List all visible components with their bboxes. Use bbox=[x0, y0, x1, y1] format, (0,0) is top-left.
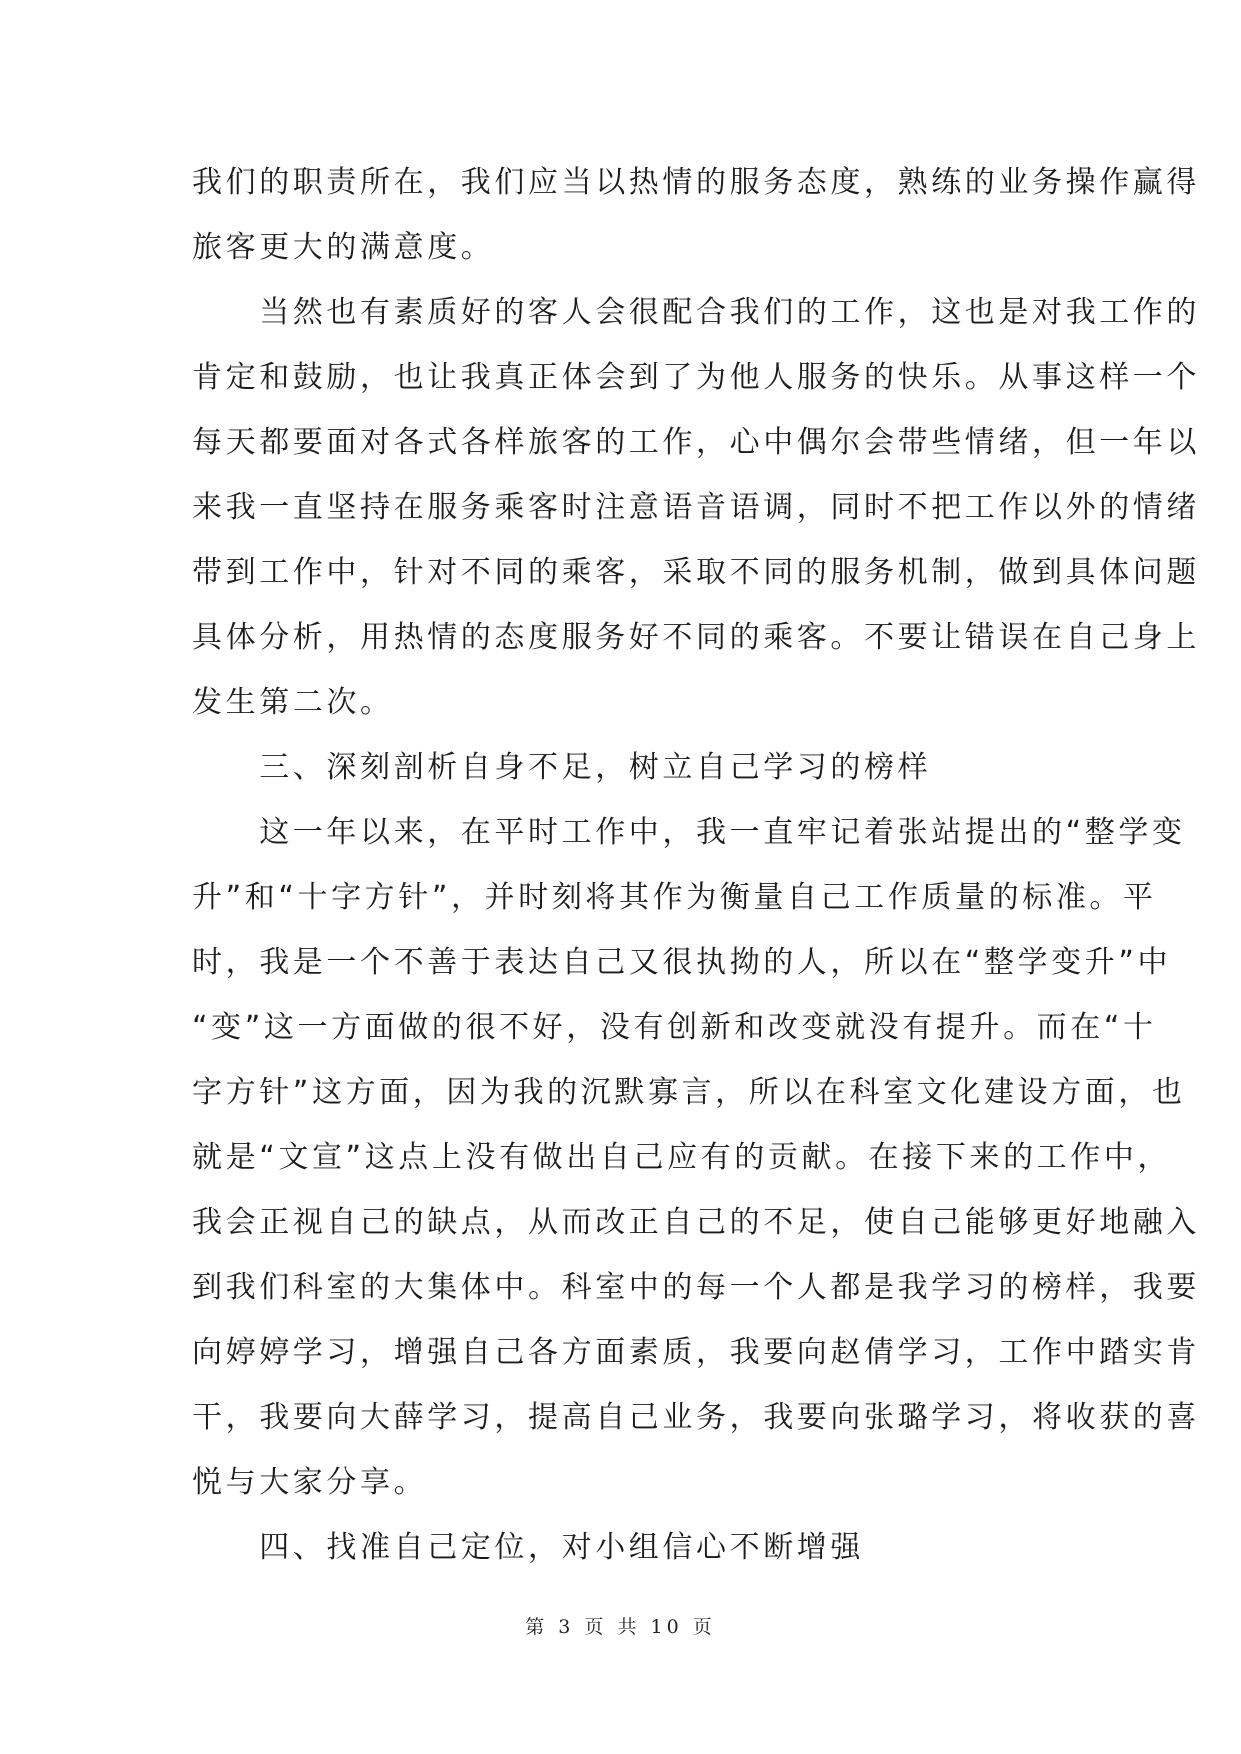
text-line: 发生第二次。 bbox=[192, 685, 394, 720]
text-line: 干，我要向大薛学习，提高自己业务，我要向张璐学习，将收获的喜 bbox=[192, 1400, 1200, 1435]
text-line: 我会正视自己的缺点，从而改正自己的不足，使自己能够更好地融入 bbox=[192, 1205, 1200, 1240]
document-body bbox=[192, 150, 1200, 1580]
text-line: 来我一直坚持在服务乘客时注意语音语调，同时不把工作以外的情绪 bbox=[192, 490, 1200, 525]
text-line: 这一年以来，在平时工作中，我一直牢记着张站提出的“整学变 bbox=[192, 815, 1186, 850]
page-number-footer: 第 3 页 共 10 页 bbox=[525, 1616, 716, 1638]
text-line: 具体分析，用热情的态度服务好不同的乘客。不要让错误在自己身上 bbox=[192, 620, 1200, 655]
section-heading-four bbox=[192, 1515, 1058, 1580]
text-line: 就是“文宣”这点上没有做出自己应有的贡献。在接下来的工作中， bbox=[192, 1140, 1172, 1175]
text-line: 悦与大家分享。 bbox=[192, 1465, 428, 1500]
text-line: “变”这一方面做的很不好，没有创新和改变就没有提升。而在“十 bbox=[192, 1010, 1157, 1045]
paragraph-duty-continued bbox=[192, 150, 1200, 280]
text-line: 字方针”这方面，因为我的沉默寡言，所以在科室文化建设方面，也 bbox=[192, 1075, 1186, 1110]
text-line: 当然也有素质好的客人会很配合我们的工作，这也是对我工作的 bbox=[192, 295, 1200, 330]
text-line: 肯定和鼓励，也让我真正体会到了为他人服务的快乐。从事这样一个 bbox=[192, 360, 1200, 395]
text-line: 升”和“十字方针”，并时刻将其作为衡量自己工作质量的标准。平 bbox=[192, 880, 1157, 915]
section-heading-three bbox=[192, 735, 1058, 800]
text-line: 到我们科室的大集体中。科室中的每一个人都是我学习的榜样，我要 bbox=[192, 1270, 1200, 1305]
text-line: 时，我是一个不善于表达自己又很执拗的人，所以在“整学变升”中 bbox=[192, 945, 1172, 980]
text-line: 向婷婷学习，增强自己各方面素质，我要向赵倩学习，工作中踏实肯 bbox=[192, 1335, 1200, 1370]
paragraph-cooperative-guests bbox=[192, 280, 1200, 735]
text-line: 旅客更大的满意度。 bbox=[192, 230, 495, 265]
heading-line: 四、找准自己定位，对小组信心不断增强 bbox=[192, 1530, 864, 1565]
paragraph-self-analysis bbox=[192, 800, 1200, 1515]
text-line: 带到工作中，针对不同的乘客，采取不同的服务机制，做到具体问题 bbox=[192, 555, 1200, 590]
heading-line: 三、深刻剖析自身不足，树立自己学习的榜样 bbox=[192, 750, 932, 785]
text-line: 每天都要面对各式各样旅客的工作，心中偶尔会带些情绪，但一年以 bbox=[192, 425, 1200, 460]
text-line: 我们的职责所在，我们应当以热情的服务态度，熟练的业务操作赢得 bbox=[192, 165, 1200, 200]
